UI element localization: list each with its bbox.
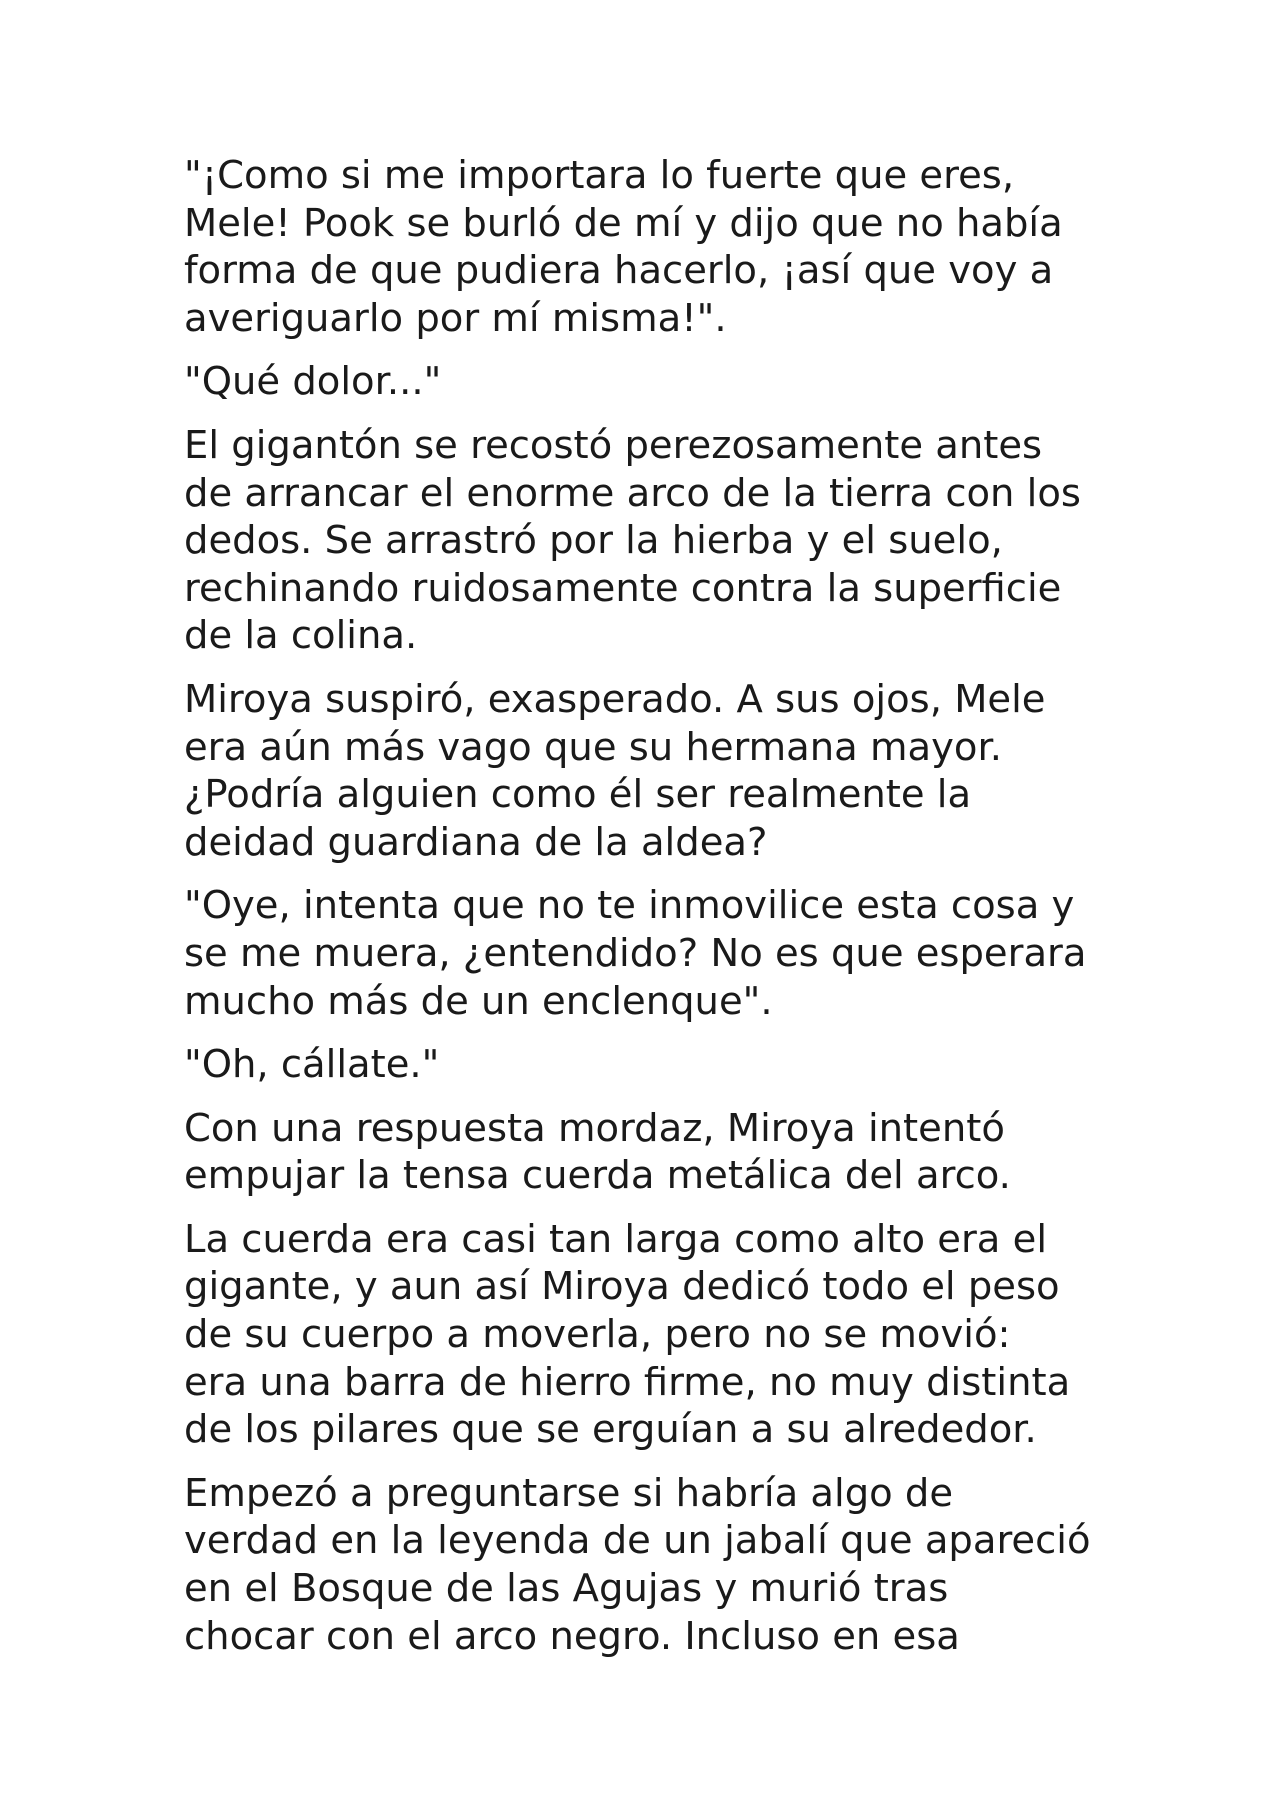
paragraph-4	[184, 676, 1124, 866]
text-line: de la colina.	[184, 613, 418, 659]
text-line: en el Bosque de las Agujas y murió tras	[184, 1566, 949, 1612]
text-line: "Qué dolor..."	[184, 359, 442, 405]
paragraph-6	[184, 1041, 1124, 1089]
text-line: chocar con el arco negro. Incluso en esa	[184, 1613, 960, 1659]
text-line: de los pilares que se erguían a su alrededor.	[184, 1407, 1037, 1453]
text-line: "¡Como si me importara lo fuerte que eres,	[184, 153, 1015, 198]
text-line: verdad en la leyenda de un jabalí que apareció	[184, 1518, 1091, 1564]
paragraph-9	[184, 1470, 1124, 1660]
text-line: ¿Podría alguien como él ser realmente la	[184, 772, 972, 818]
text-line: era aún más vago que su hermana mayor.	[184, 724, 1002, 770]
text-body	[184, 152, 1124, 1676]
text-line: era una barra de hierro firme, no muy distinta	[184, 1359, 1071, 1405]
text-line: averiguarlo por mí misma!".	[184, 295, 727, 341]
text-line: Miroya suspiró, exasperado. A sus ojos, Mele	[184, 676, 1046, 722]
paragraph-1	[184, 152, 1124, 342]
text-line: Mele! Pook se burló de mí y dijo que no había	[184, 200, 1063, 246]
paragraph-5	[184, 882, 1124, 1025]
text-line: empujar la tensa cuerda metálica del arco.	[184, 1153, 1011, 1199]
text-line: Empezó a preguntarse si habría algo de	[184, 1470, 954, 1516]
text-line: dedos. Se arrastró por la hierba y el suelo,	[184, 518, 1003, 564]
paragraph-8	[184, 1216, 1124, 1454]
paragraph-2	[184, 358, 1124, 406]
text-line: de arrancar el enorme arco de la tierra con los	[184, 470, 1081, 516]
text-line: rechinando ruidosamente contra la superficie	[184, 565, 1062, 611]
text-line: El gigantón se recostó perezosamente antes	[184, 422, 1043, 468]
text-line: "Oh, cállate."	[184, 1042, 440, 1088]
text-line: gigante, y aun así Miroya dedicó todo el peso	[184, 1264, 1060, 1310]
text-line: forma de que pudiera hacerlo, ¡así que voy a	[184, 248, 1054, 294]
text-line: La cuerda era casi tan larga como alto era el	[184, 1216, 1048, 1262]
text-line: se me muera, ¿entendido? No es que esperara	[184, 930, 1087, 976]
paragraph-3	[184, 422, 1124, 660]
text-line: de su cuerpo a moverla, pero no se movió:	[184, 1312, 1011, 1358]
text-line: Con una respuesta mordaz, Miroya intentó	[184, 1105, 1005, 1151]
text-line: deidad guardiana de la aldea?	[184, 819, 768, 865]
paragraph-7	[184, 1105, 1124, 1200]
text-line: "Oye, intenta que no te inmovilice esta cosa y	[184, 883, 1075, 929]
text-line: mucho más de un enclenque".	[184, 978, 773, 1024]
